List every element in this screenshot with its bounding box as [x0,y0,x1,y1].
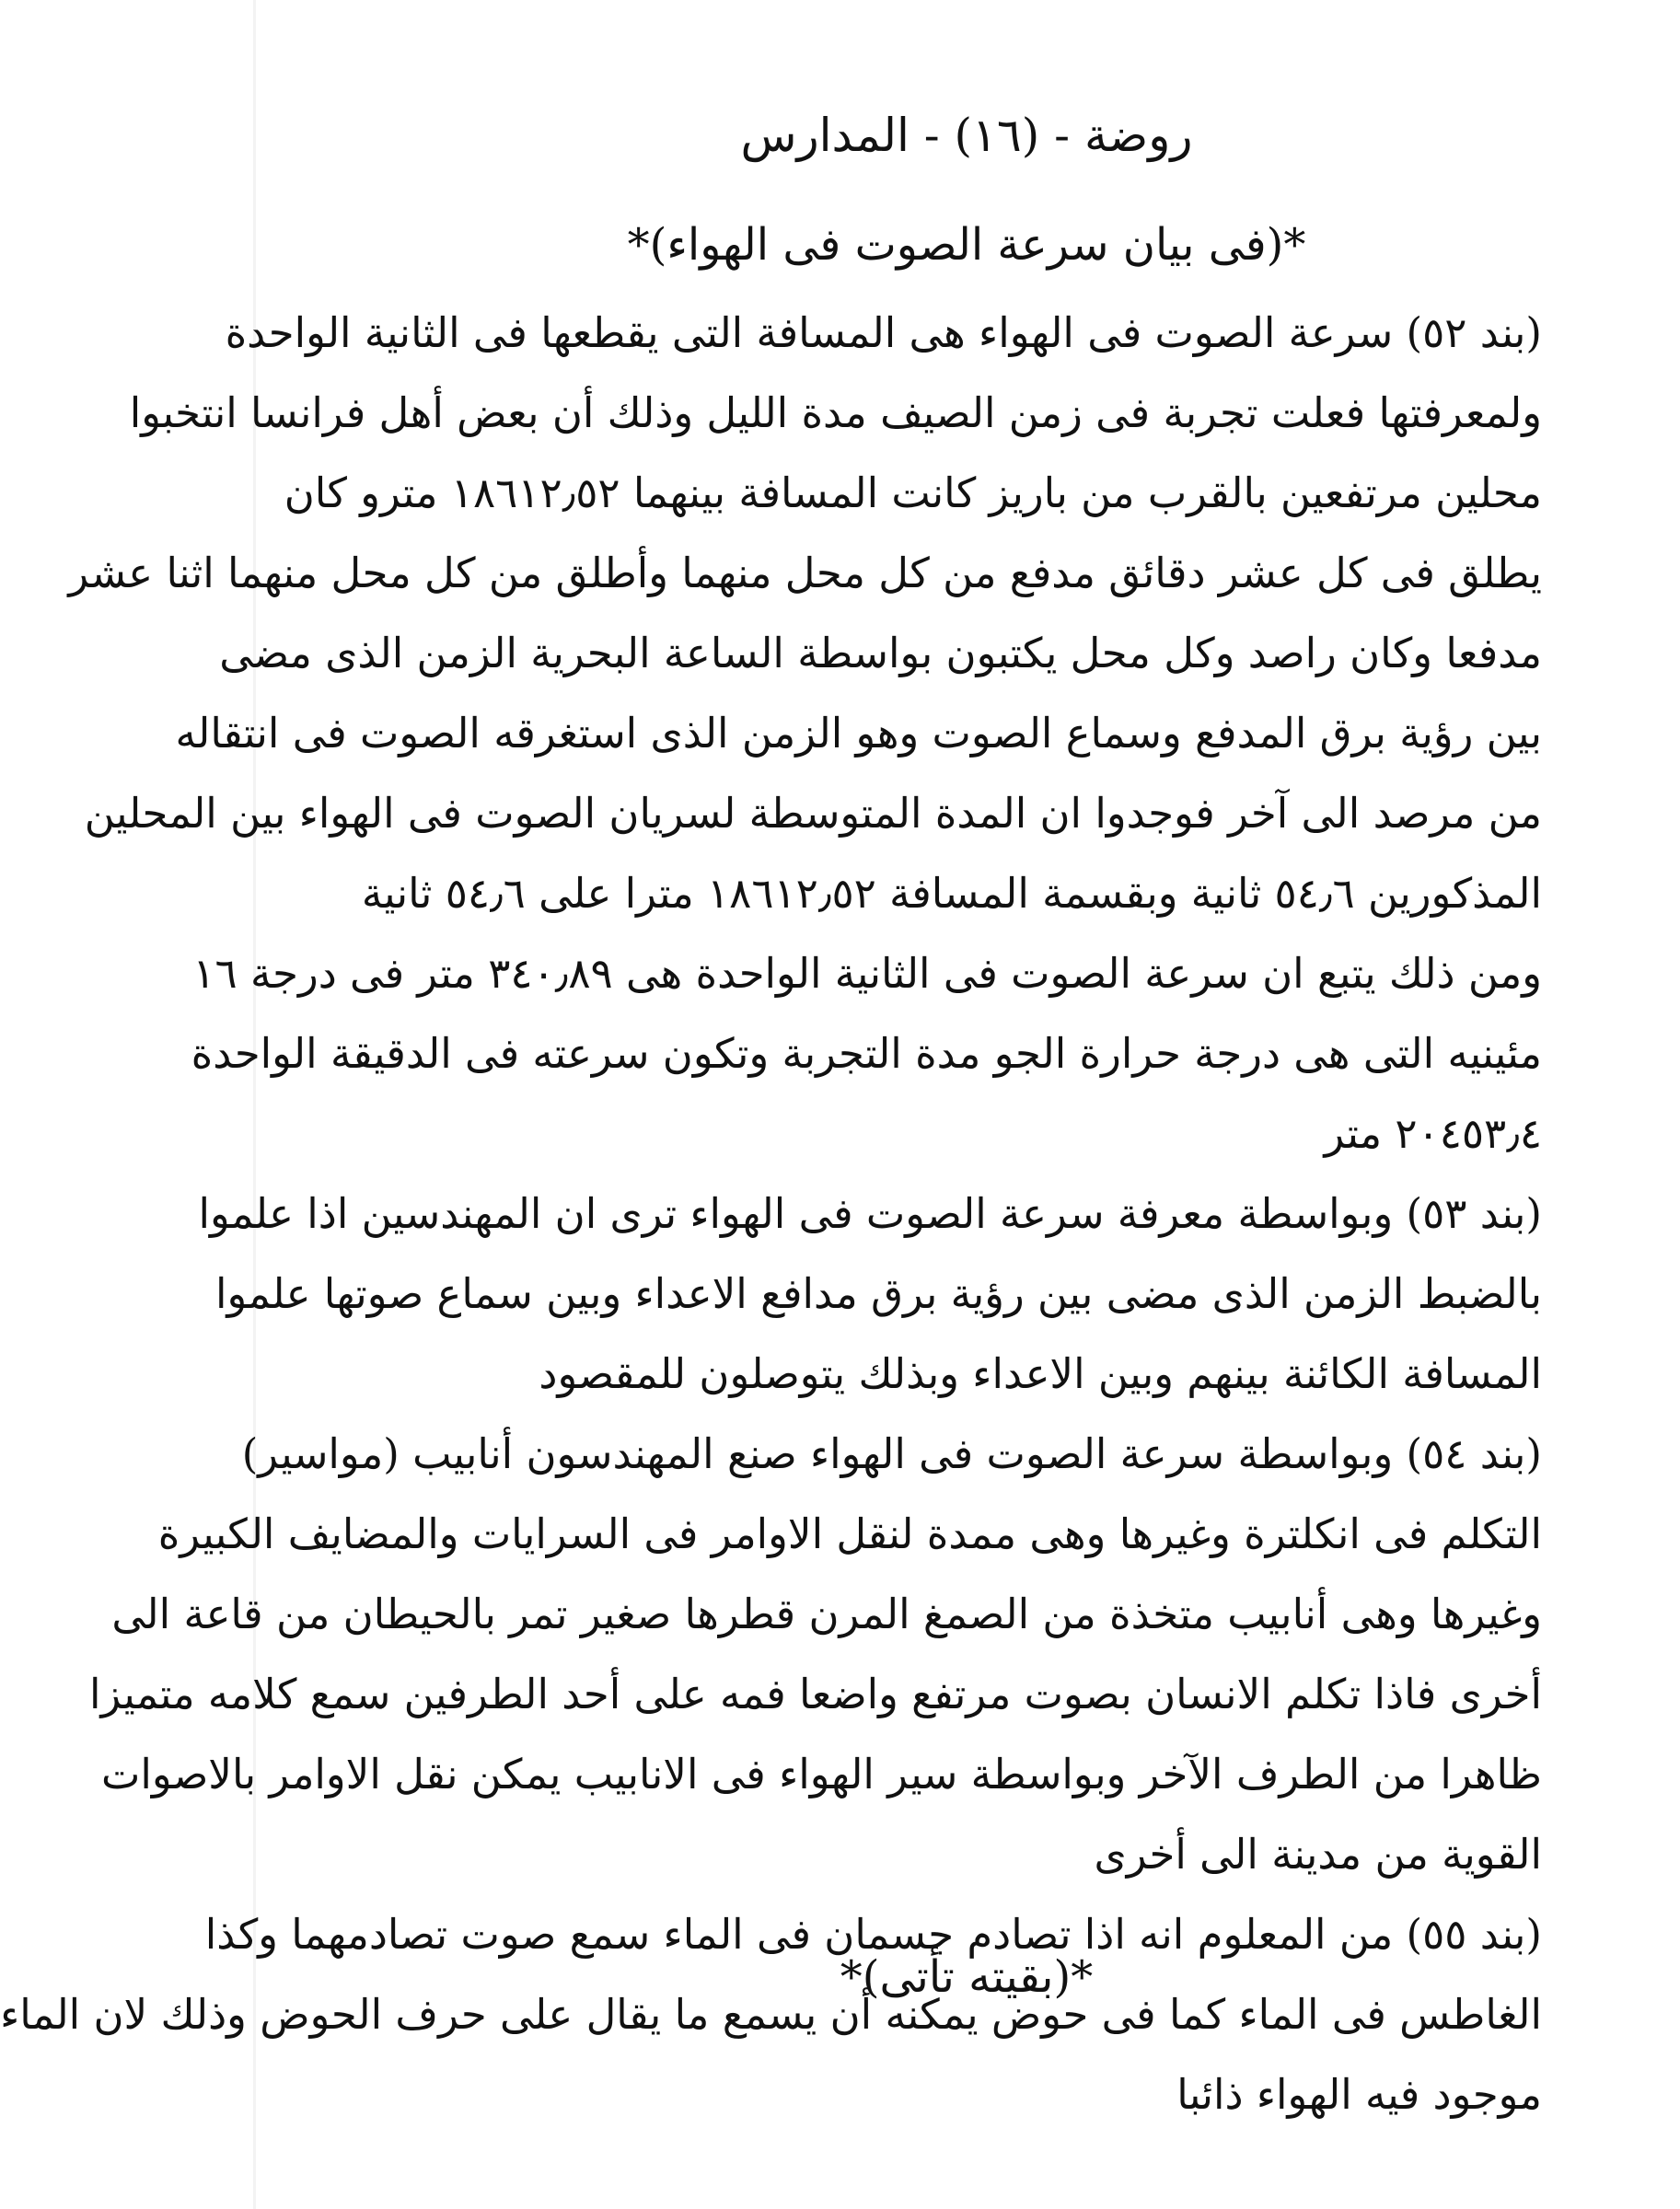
text-line: ولمعرفتها فعلت تجربة فى زمن الصيف مدة الليل وذلك أن بعض أهل فرانسا انتخبوا [129,388,1542,437]
text-line: (بند ٥٣) وبواسطة معرفة سرعة الصوت فى الهواء ترى ان المهندسين اذا علموا [198,1189,1542,1238]
text-line: الغاطس فى الماء كما فى حوض يمكنه أن يسمع ما يقال على حرف الحوض وذلك لان الماء [0,1990,1542,2039]
text-line: مئينيه التى هى درجة حرارة الجو مدة التجربة وتكون سرعته فى الدقيقة الواحدة [191,1029,1542,1078]
text-line: وغيرها وهى أنابيب متخذة من الصمغ المرن قطرها صغير تمر بالحيطان من قاعة الى [111,1590,1542,1638]
text-line: القوية من مدينة الى أخرى [1094,1830,1542,1879]
text-line: بالضبط الزمن الذى مضى بين رؤية برق مدافع الاعداء وبين سماع صوتها علموا [214,1269,1542,1318]
paragraph [88,1414,1542,1894]
section-title: *(فى بيان سرعة الصوت فى الهواء)* [627,219,1306,271]
text-line: المسافة الكائنة بينهم وبين الاعداء وبذلك يتوصلون للمقصود [539,1349,1542,1398]
text-line: (بند ٥٤) وبواسطة سرعة الصوت فى الهواء صنع المهندسون أنابيب (مواسير) [241,1429,1542,1478]
text-line: مدفعا وكان راصد وكل محل يكتبون بواسطة الساعة البحرية الزمن الذى مضى [219,629,1542,677]
paragraph [198,1174,1542,1414]
text-line: (بند ٥٥) من المعلوم انه اذا تصادم جسمان فى الماء سمع صوت تصادمهما وكذا [204,1910,1542,1959]
continued-note: *(بقيته تأتى)* [840,1951,1094,2003]
text-line: التكلم فى انكلترة وغيرها وهى ممدة لنقل الاوامر فى السرايات والمضايف الكبيرة [157,1509,1542,1558]
text-line: موجود فيه الهواء ذائبا [1176,2070,1542,2119]
text-line: (بند ٥٢) سرعة الصوت فى الهواء هى المسافة التى يقطعها فى الثانية الواحدة [225,308,1542,357]
text-line: ٢٠٤٥٣٫٤ متر [1324,1109,1542,1158]
text-line: بين رؤية برق المدفع وسماع الصوت وهو الزمن الذى استغرقه الصوت فى انتقاله [175,709,1542,758]
text-line: محلين مرتفعين بالقرب من باريز كانت المسافة بينهما ١٨٦١٢٫٥٢ مترو كان [284,468,1542,517]
text-line: من مرصد الى آخر فوجدوا ان المدة المتوسطة لسريان الصوت فى الهواء بين المحلين [84,789,1542,838]
body-text [0,293,1542,2134]
page-header: روضة - (١٦) - المدارس [740,109,1193,162]
text-line: المذكورين ٥٤٫٦ ثانية وبقسمة المسافة ١٨٦١٢٫٥٢ مترا على ٥٤٫٦ ثانية [361,869,1542,918]
text-line: يطلق فى كل عشر دقائق مدفع من كل محل منهما وأطلق من كل محل منهما اثنا عشر [68,549,1542,597]
paragraph [0,1894,1542,2134]
text-line: ومن ذلك يتبع ان سرعة الصوت فى الثانية الواحدة هى ٣٤٠٫٨٩ متر فى درجة ١٦ [192,949,1542,998]
paragraph [68,293,1542,1174]
text-line: أخرى فاذا تكلم الانسان بصوت مرتفع واضعا فمه على أحد الطرفين سمع كلامه متميزا [88,1670,1542,1718]
text-line: ظاهرا من الطرف الآخر وبواسطة سير الهواء فى الانابيب يمكن نقل الاوامر بالاصوات [100,1750,1542,1798]
